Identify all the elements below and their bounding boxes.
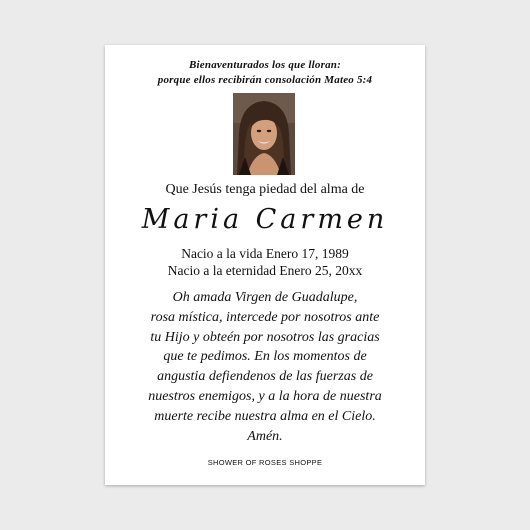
deceased-name: Maria Carmen — [141, 204, 389, 235]
birth-date: Nacio a la vida Enero 17, 1989 — [181, 246, 349, 261]
prayer-line: nuestros enemigos, y a la hora de nuestra — [148, 388, 382, 404]
shop-footer: SHOWER OF ROSES SHOPPE — [207, 458, 323, 467]
death-date: Nacio a la eternidad Enero 25, 20xx — [167, 263, 363, 278]
portrait-photo — [233, 93, 295, 175]
life-dates — [105, 245, 425, 279]
portrait-image — [233, 93, 295, 175]
scripture-verse — [115, 58, 415, 88]
prayer-line: Amén. — [247, 428, 283, 444]
verse-line: porque ellos recibirán consolación Mateo 5:4 — [157, 74, 373, 86]
intro-line: Que Jesús tenga piedad del alma de — [165, 182, 365, 197]
verse-line: Bienaventurados los que lloran: — [189, 59, 341, 71]
memorial-card — [105, 45, 425, 485]
prayer-line: que te pedimos. En los momentos de — [163, 349, 367, 365]
prayer-line: Oh amada Virgen de Guadalupe, — [172, 290, 358, 305]
prayer-text — [123, 288, 407, 446]
prayer-line: rosa mística, intercede por nosotros ante — [150, 309, 380, 325]
prayer-line: angustia defiendenos de las fuerzas de — [157, 369, 373, 385]
prayer-line: muerte recibe nuestra alma en el Cielo. — [154, 408, 376, 424]
prayer-line: tu Hijo y obteén por nosotros las gracias — [150, 329, 380, 345]
